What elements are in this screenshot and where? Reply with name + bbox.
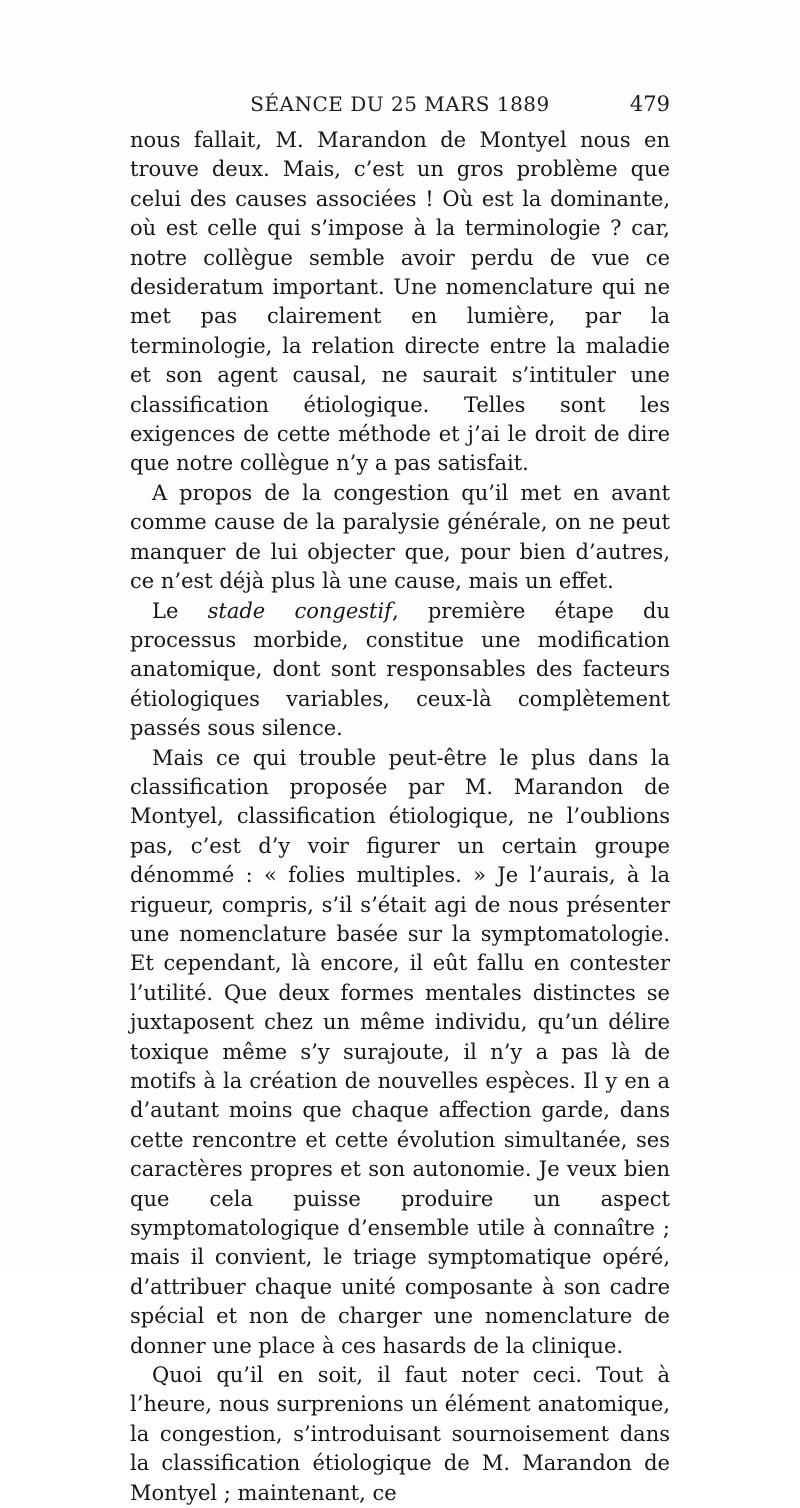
running-head — [130, 92, 670, 126]
paragraph-1: nous fallait, M. Marandon de Montyel nous en trouve deux. Mais, c’est un gros problème que celui des causes associées ! Où est la dominante, où est celle qui s’impose à la terminologie ? car, notre collègue semble avoir perdu de vue ce desideratum important. Une nomenclature qui ne met pas clairement en lumière, par la terminologie, la relation directe entre la maladie et son agent causal, ne saurait s’intituler une classification étiologique. Telles sont les exigences de cette méthode et j’ai le droit de dire que notre collègue n’y a pas satisfait. — [130, 128, 670, 476]
paragraph-2: A propos de la congestion qu’il met en avant comme cause de la paralysie générale, on ne peut manquer de lui objecter que, pour bien d’autres, ce n’est déjà plus là une cause, mais un effet. — [130, 480, 670, 594]
paragraph-3-rest: , première étape du processus morbide, constitue une modification anatomique, dont sont responsables des facteurs étiologiques variables, ceux-là complètement passés sous silence. — [130, 598, 670, 741]
italic-term: stade congestif — [207, 598, 392, 623]
paragraph-3 — [130, 597, 670, 744]
body-text — [130, 126, 670, 1508]
page-number: 479 — [629, 92, 670, 116]
paragraph-3-lead: Le — [152, 598, 208, 623]
paragraph-4: Mais ce qui trouble peut-être le plus dans la classification proposée par M. Marandon de Montyel, classification étiologique, ne l’oublions pas, c’est d’y voir figurer un certain groupe dénommé : « folies multiples. » Je l’aurais, à la rigueur, compris, s’il s’était agi de nous présenter une nomenclature basée sur la symptomatologie. Et cependant, là encore, il eût fallu en contester l’utilité. Que deux formes mentales distinctes se juxtaposent chez un même individu, qu’un délire toxique même s’y surajoute, il n’y a pas là de motifs à la création de nouvelles espèces. Il y en a d’autant moins que chaque affection garde, dans cette rencontre et cette évolution simultanée, ses caractères propres et son autonomie. Je veux bien que cela puisse produire un aspect symptomatologique d’ensemble utile à connaître ; mais il convient, le triage symptomatique opéré, d’attribuer chaque unité composante à son cadre spécial et non de charger une nomenclature de donner une place à ces hasards de la clinique. — [130, 745, 670, 1358]
running-title: SÉANCE DU 25 MARS 1889 — [250, 92, 550, 116]
paragraph-5: Quoi qu’il en soit, il faut noter ceci. Tout à l’heure, nous surprenions un élément anatomique, la congestion, s’introduisant sournoisement dans la classification étiologique de M. Marandon de Montyel ; maintenant, ce — [130, 1363, 670, 1505]
